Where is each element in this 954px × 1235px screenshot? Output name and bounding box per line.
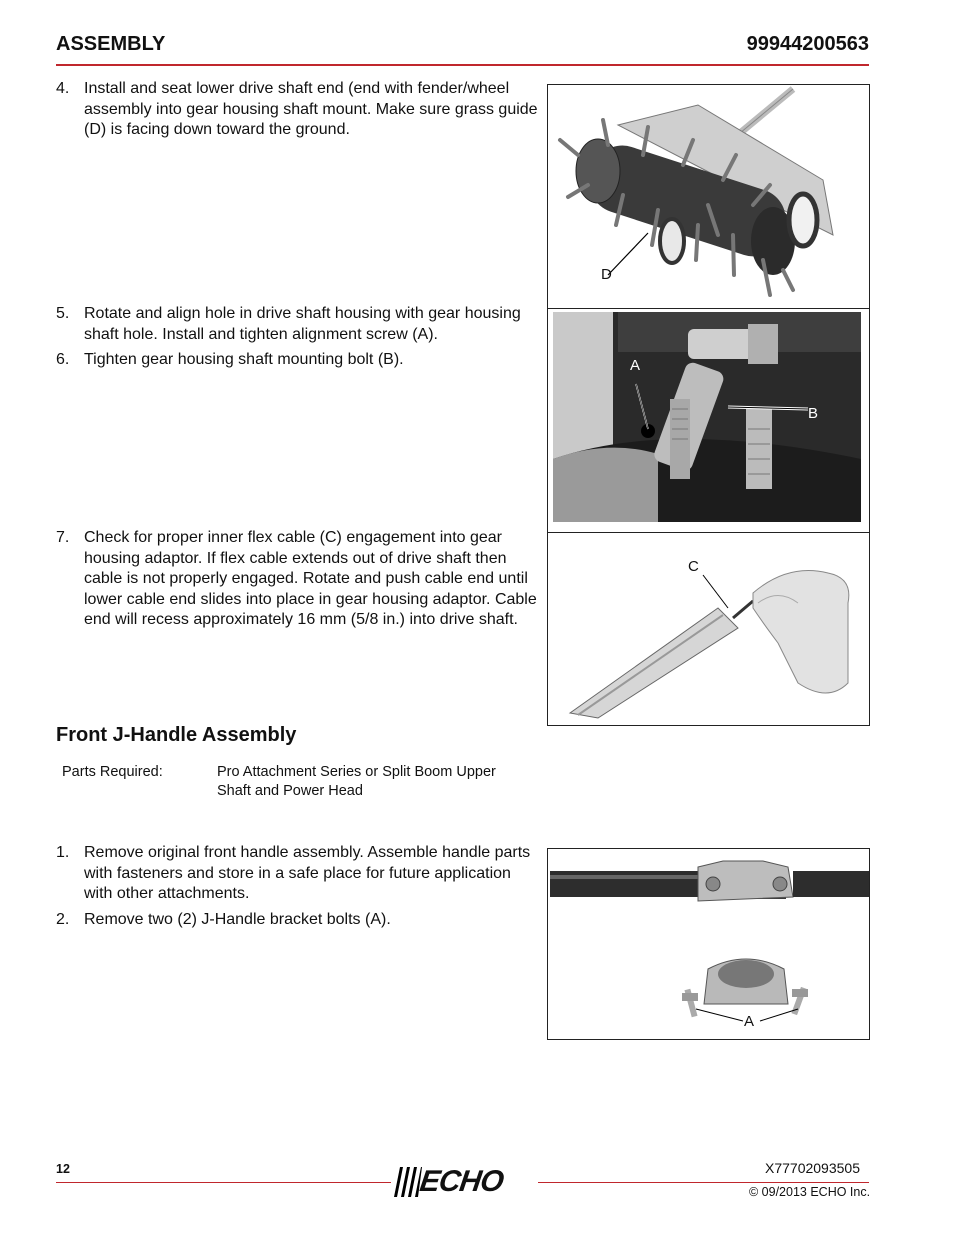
gear-housing-illustration	[548, 309, 869, 533]
figure-aerator-drum	[547, 84, 870, 310]
parts-required-label: Parts Required:	[62, 764, 163, 780]
footer-rule-left	[56, 1182, 391, 1183]
parts-required-value-line2: Shaft and Power Head	[217, 783, 363, 799]
aerator-drum-illustration	[548, 85, 869, 309]
figure-gear-housing	[547, 308, 870, 534]
parts-required-value-line1: Pro Attachment Series or Split Boom Upper	[217, 764, 496, 780]
step-number: 5.	[56, 305, 70, 322]
step-item	[56, 350, 538, 372]
page-number: 12	[56, 1162, 70, 1176]
document-code: X77702093505	[765, 1160, 860, 1176]
step-item	[56, 910, 538, 932]
step-text: Tighten gear housing shaft mounting bolt (B).	[84, 351, 404, 368]
step-text: Check for proper inner flex cable (C) engagement into gear housing adaptor. If flex cable extends out of drive shaft then cable is not properly engaged. Rotate and push cable end until lower cable end slides into place in gear housing adaptor. Cable end will recess approximately 16 mm (5/8 in.) into drive shaft.	[84, 529, 537, 628]
callout-label-d: D	[601, 266, 612, 283]
callout-label-c: C	[688, 558, 699, 575]
step-number: 6.	[56, 351, 70, 368]
callout-label-a: A	[630, 357, 641, 374]
step-item	[56, 304, 538, 346]
figure-flex-cable	[547, 532, 870, 726]
step-item	[56, 843, 538, 907]
logo-wordmark: ECHO	[417, 1165, 506, 1198]
step-number: 7.	[56, 529, 70, 546]
handle-bracket-illustration	[548, 849, 869, 1039]
step-number: 1.	[56, 844, 70, 861]
part-number: 99944200563	[746, 33, 869, 55]
step-number: 4.	[56, 80, 70, 97]
step-text: Rotate and align hole in drive shaft housing with gear housing shaft hole. Install and tighten alignment screw (A).	[84, 305, 521, 343]
callout-label-b: B	[808, 405, 819, 422]
copyright: © 09/2013 ECHO Inc.	[749, 1185, 871, 1199]
step-text: Remove original front handle assembly. Assemble handle parts with fasteners and store in a safe place for future application with other attachments.	[84, 844, 531, 902]
page-section-title: ASSEMBLY	[56, 33, 166, 55]
flex-cable-illustration	[548, 533, 869, 725]
echo-logo	[394, 1166, 534, 1198]
step-item	[56, 79, 538, 143]
step-item	[56, 528, 538, 653]
section-heading: Front J-Handle Assembly	[56, 724, 297, 746]
step-text: Remove two (2) J-Handle bracket bolts (A).	[84, 911, 391, 928]
step-number: 2.	[56, 911, 70, 928]
callout-label-a: A	[744, 1013, 755, 1030]
header-rule	[56, 64, 869, 66]
figure-handle-bracket	[547, 848, 870, 1040]
footer-rule-right	[538, 1182, 869, 1183]
step-text: Install and seat lower drive shaft end (end with fender/wheel assembly into gear housing shaft mount. Make sure grass guide (D) is facing down toward the ground.	[84, 80, 538, 138]
